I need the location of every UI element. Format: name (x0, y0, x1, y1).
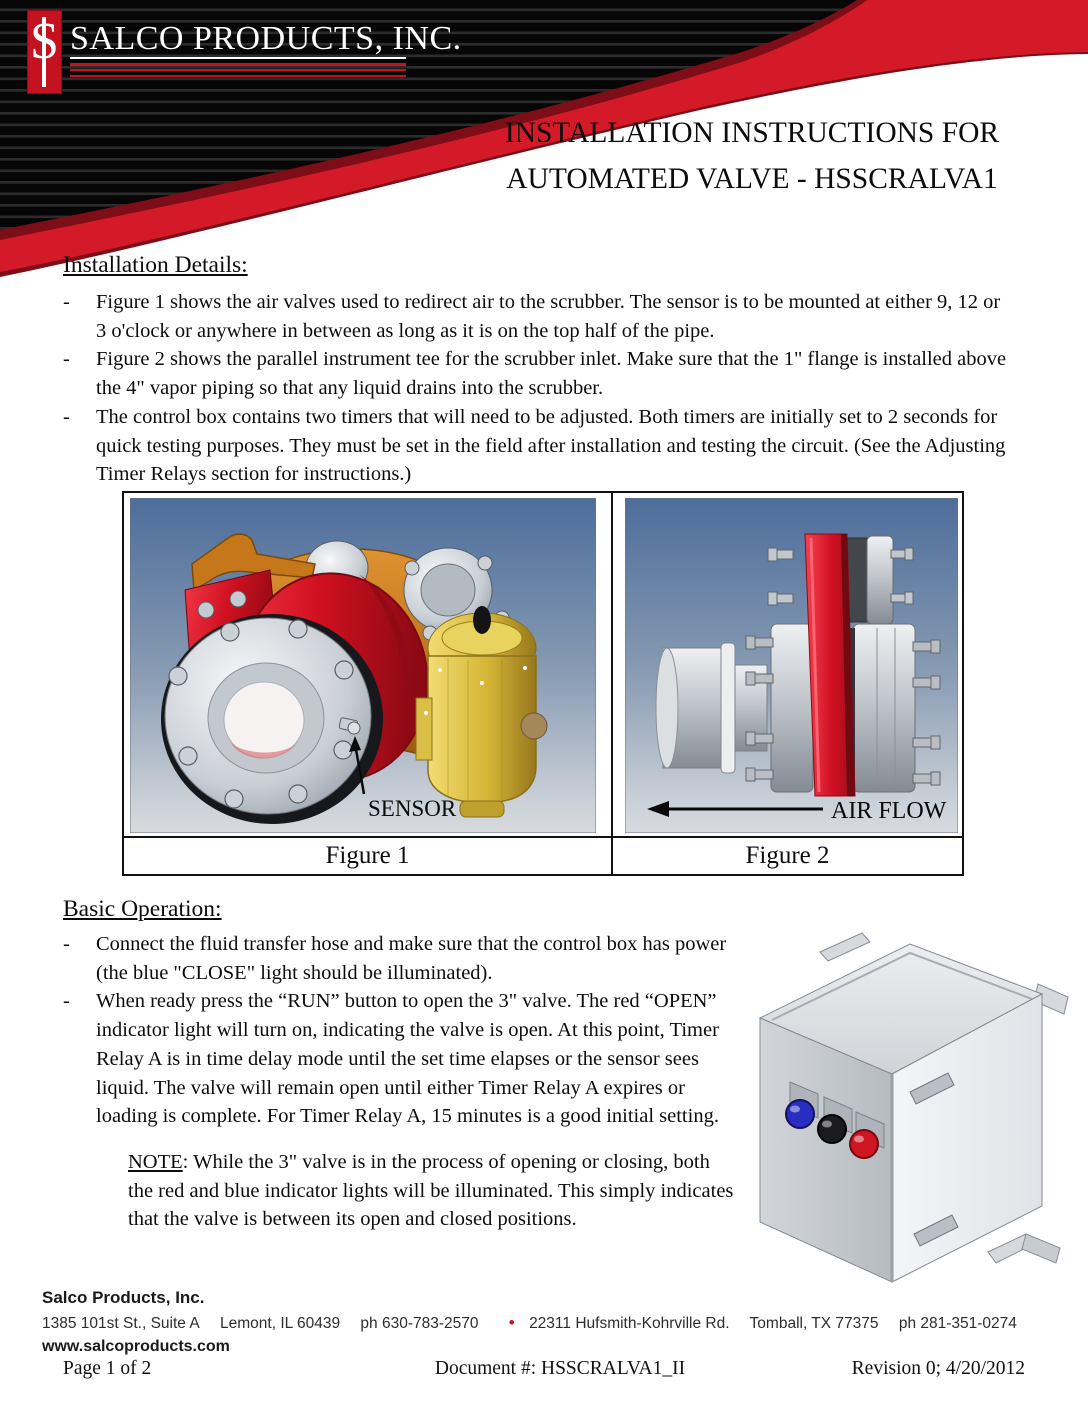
footer-document-number: Document #: HSSCRALVA1_II (434, 1358, 686, 1379)
page-title (412, 110, 1088, 202)
footer-phone2: ph 281-351-0274 (898, 1315, 1017, 1332)
airflow-label: AIR FLOW (831, 798, 947, 824)
list-item (63, 288, 1013, 345)
right-flange-inner (421, 564, 475, 616)
bullet-text: Connect the fluid transfer hose and make sure that the control box has power (the blue "CLOSE" light should be illuminated). (96, 933, 727, 984)
bracket-top-left (820, 933, 870, 961)
footer-page-number: Page 1 of 2 (63, 1358, 152, 1379)
sensor-label: SENSOR (368, 796, 457, 821)
logo-letter: S (30, 13, 59, 70)
bullet-text: The control box contains two timers that will need to be adjusted. Both timers are initially set to 2 seconds for quick testing purposes. They must be set in the field after installation and testing the circuit. (See the Adjusting Timer Relays section for instructions.) (96, 405, 1006, 486)
bullet-text: Figure 2 shows the parallel instrument tee for the scrubber inlet. Make sure that the 1" flange is installed above the 4" vapor piping so that any liquid drains into the scrubber. (96, 348, 1007, 400)
figure-caption-row (124, 836, 962, 876)
control-box-image (742, 922, 1072, 1290)
footer-address (42, 1313, 1033, 1333)
figure2-cell (613, 493, 962, 836)
basic-operation-heading: Basic Operation: (63, 896, 222, 922)
figures-table (122, 491, 964, 876)
list-item (63, 345, 1013, 402)
actuator-top-knob (473, 606, 491, 634)
list-item (63, 930, 739, 987)
figure2-image (625, 498, 958, 833)
figure2-caption: Figure 2 (745, 842, 830, 869)
bullet-text: When ready press the “RUN” button to open the 3" valve. The red “OPEN” indicator light will turn on, indicating the valve is open. At this point, Timer Relay A is in time delay mode until the set time elapses or the sensor sees liquid. The valve will remain open until either Timer Relay A expires or loading is complete. For Timer Relay A, 15 minutes is a good initial setting. (96, 990, 719, 1128)
red-open-light (850, 1130, 878, 1158)
footer-company: Salco Products, Inc. (42, 1288, 205, 1307)
note-paragraph (128, 1148, 740, 1234)
footer-phone1: ph 630-783-2570 (360, 1315, 479, 1332)
figure1-cell (124, 493, 613, 836)
actuator-bottom-stub (460, 801, 504, 817)
note-text: : While the 3" valve is in the process of opening or closing, both the red and blue indicator lights will be illuminated. This simply indicates that the valve is between its open and closed positions. (128, 1151, 734, 1231)
logo-rule-red-2 (70, 69, 406, 71)
footer-address1: 1385 101st St., Suite A (42, 1315, 200, 1332)
note-label: NOTE (128, 1151, 183, 1173)
footer-revision: Revision 0; 4/20/2012 (851, 1358, 1025, 1379)
page-title-line1: INSTALLATION INSTRUCTIONS FOR (504, 117, 1000, 149)
footer-address2: 22311 Hufsmith-Kohrville Rd. (529, 1315, 730, 1332)
list-item (63, 987, 739, 1131)
footer-address1-city: Lemont, IL 60439 (220, 1315, 341, 1332)
black-run-button (818, 1115, 846, 1143)
yellow-actuator (416, 606, 547, 817)
company-name: SALCO PRODUCTS, INC. (70, 20, 462, 57)
actuator-side-lug (416, 698, 432, 760)
bullet-text: Figure 1 shows the air valves used to redirect air to the scrubber. The sensor is to be mounted at either 9, 12 or 3 o'clock or anywhere in between as long as it is on the top half of the pipe. (96, 291, 1001, 342)
bullet-dash: - (63, 933, 70, 955)
installation-details-list (63, 288, 1013, 489)
footer-address2-city: Tomball, TX 77375 (749, 1315, 879, 1332)
logo-rule-red-3 (70, 75, 406, 77)
figure1-image (130, 498, 596, 833)
bullet-dash: - (63, 405, 70, 428)
salco-logo-mark (27, 10, 62, 94)
figure1-caption: Figure 1 (124, 838, 613, 876)
bullet-dash: - (63, 990, 70, 1013)
list-item (63, 403, 1013, 489)
bullet-dash: - (63, 348, 70, 371)
blue-close-light (786, 1100, 814, 1128)
logo-rule-white (70, 57, 406, 59)
footer-red-bullet: • (508, 1313, 515, 1332)
logo-rule-red-1 (70, 63, 406, 66)
installation-details-heading: Installation Details: (63, 252, 248, 278)
bracket-bottom-right-tab (1022, 1234, 1060, 1263)
figure-image-row (124, 493, 962, 836)
basic-operation-list (63, 930, 739, 1131)
page-title-line2: AUTOMATED VALVE - HSSCRALVA1 (506, 163, 998, 195)
actuator-right-knob (521, 713, 547, 739)
bullet-dash: - (63, 291, 70, 313)
footer-website: www.salcoproducts.com (42, 1338, 230, 1355)
